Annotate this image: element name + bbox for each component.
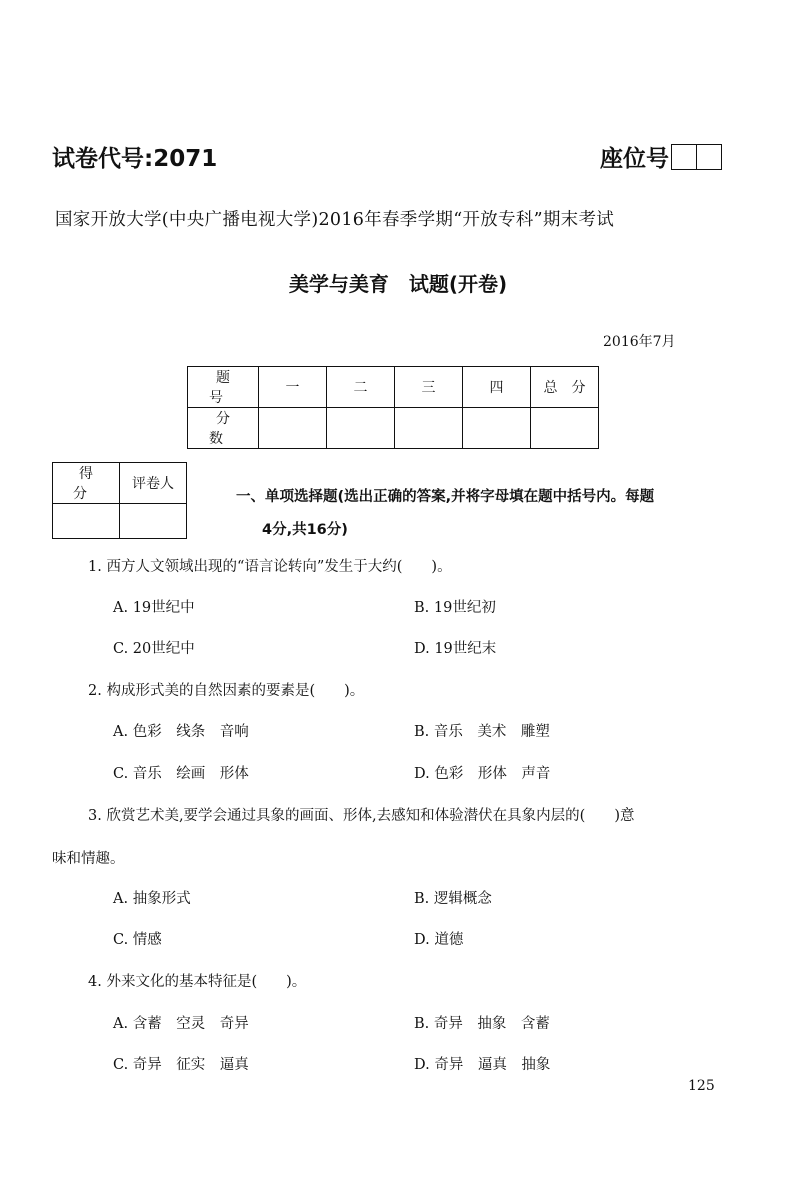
question-option: C. 情感 (113, 932, 162, 948)
seat-label: 座位号 (600, 146, 669, 172)
seat-number-boxes[interactable] (671, 144, 722, 170)
question-option: D. 奇异 逼真 抽象 (414, 1057, 551, 1073)
score-table-cell: 题 号 (188, 367, 259, 408)
score-table (187, 366, 599, 449)
question-option: D. 道德 (414, 932, 464, 948)
question-option: C. 20世纪中 (113, 641, 195, 657)
score-entry-cell[interactable] (327, 408, 395, 449)
grader-score-cell[interactable] (53, 504, 120, 539)
exam-header: 国家开放大学(中央广播电视大学)2016年春季学期“开放专科”期末考试 (55, 210, 615, 230)
grader-score-label: 得 分 (53, 463, 120, 504)
score-table-cell: 总 分 (531, 367, 599, 408)
question-option: D. 色彩 形体 声音 (414, 766, 551, 782)
section-instruction: 一、单项选择题(选出正确的答案,并将字母填在题中括号内。每题 (236, 489, 655, 505)
question-stem-cont: 味和情趣。 (52, 851, 125, 867)
question-option: D. 19世纪末 (414, 641, 497, 657)
question-stem: 3. 欣赏艺术美,要学会通过具象的画面、形体,去感知和体验潜伏在具象内层的( )意 (88, 808, 635, 824)
section-instruction-cont: 4分,共16分) (262, 522, 348, 538)
score-table-cell: 四 (463, 367, 531, 408)
question-option: A. 抽象形式 (113, 891, 191, 907)
question-option: B. 音乐 美术 雕塑 (414, 724, 550, 740)
question-option: B. 逻辑概念 (414, 891, 492, 907)
exam-date: 2016年7月 (603, 334, 676, 350)
question-option: C. 音乐 绘画 形体 (113, 766, 249, 782)
score-table-cell: 一 (259, 367, 327, 408)
question-stem: 4. 外来文化的基本特征是( )。 (88, 974, 307, 990)
score-table-cell: 三 (395, 367, 463, 408)
question-stem: 2. 构成形式美的自然因素的要素是( )。 (88, 683, 365, 699)
question-stem: 1. 西方人文领域出现的“语言论转向”发生于大约( )。 (88, 559, 452, 575)
question-option: B. 奇异 抽象 含蓄 (414, 1016, 550, 1032)
question-option: A. 19世纪中 (113, 600, 195, 616)
grader-table (52, 462, 187, 539)
score-row-label: 分 数 (188, 408, 259, 449)
score-entry-cell[interactable] (395, 408, 463, 449)
question-option: A. 含蓄 空灵 奇异 (113, 1016, 249, 1032)
question-option: B. 19世纪初 (414, 600, 496, 616)
score-table-header-row (188, 367, 599, 408)
grader-name-label: 评卷人 (120, 463, 187, 504)
page-number: 125 (688, 1078, 715, 1094)
paper-title: 美学与美育 试题(开卷) (288, 272, 508, 296)
question-option: A. 色彩 线条 音响 (113, 724, 249, 740)
score-entry-cell[interactable] (463, 408, 531, 449)
score-table-cell: 二 (327, 367, 395, 408)
seat-number (600, 140, 722, 173)
score-entry-cell[interactable] (531, 408, 599, 449)
question-option: C. 奇异 征实 逼真 (113, 1057, 249, 1073)
exam-code: 试卷代号:2071 (52, 146, 218, 172)
score-table-score-row (188, 408, 599, 449)
grader-name-cell[interactable] (120, 504, 187, 539)
